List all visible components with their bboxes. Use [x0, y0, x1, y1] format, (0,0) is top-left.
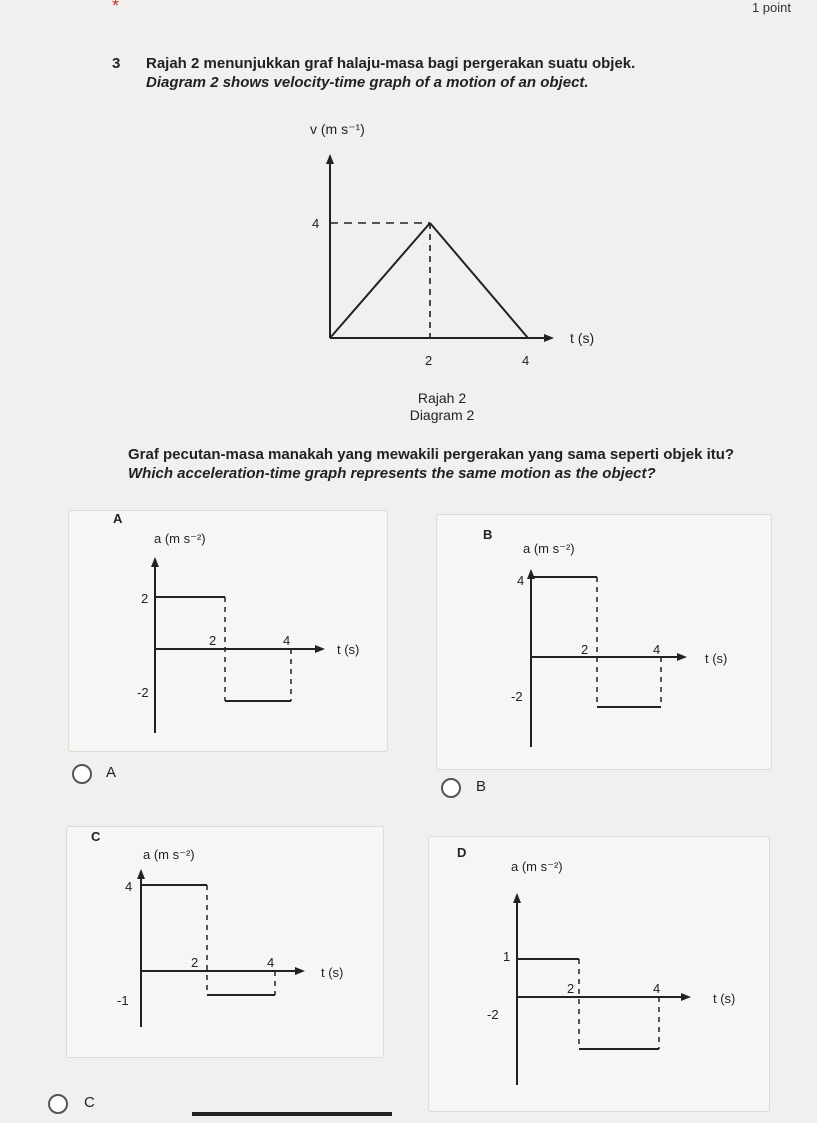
t-tick-2: 2	[425, 353, 433, 368]
v-axis-arrow	[326, 154, 334, 164]
t-tick-2: 2	[581, 642, 589, 657]
a-axis-label: a (m s⁻²)	[143, 847, 195, 862]
option-c-letter: C	[91, 829, 101, 844]
question-line-malay: Rajah 2 menunjukkan graf halaju-masa bagi pergerakan suatu objek.	[146, 55, 636, 72]
diagram-caption-english: Diagram 2	[409, 407, 475, 423]
option-b-graph	[437, 515, 771, 769]
t-tick-2: 2	[209, 633, 217, 648]
option-d-graph	[429, 837, 769, 1111]
option-d-letter: D	[457, 845, 467, 860]
t-axis-label: t (s)	[337, 642, 360, 657]
diagram-caption-malay: Rajah 2	[417, 390, 467, 406]
a-axis-arrow	[513, 893, 521, 903]
t-axis-label: t (s)	[705, 651, 728, 666]
a-axis-label: a (m s⁻²)	[523, 541, 575, 556]
v-axis-label: v (m s⁻¹)	[310, 121, 365, 137]
t-tick-2: 2	[191, 955, 199, 970]
required-mark: *	[112, 0, 120, 16]
t-axis-label: t (s)	[713, 991, 736, 1006]
question-number: 3	[112, 55, 121, 72]
bottom-rule	[192, 1112, 392, 1116]
v-tick-4: 4	[312, 216, 320, 231]
option-c-image	[66, 826, 384, 1058]
negative-tick: -2	[137, 685, 149, 700]
negative-tick: -2	[487, 1007, 499, 1022]
t-axis-label: t (s)	[321, 965, 344, 980]
option-b-image	[436, 514, 772, 770]
t-axis-arrow	[677, 653, 687, 661]
option-a-label[interactable]: A	[106, 764, 117, 781]
a-axis-arrow	[137, 869, 145, 879]
t-tick-2: 2	[567, 981, 575, 996]
negative-tick: -2	[511, 689, 523, 704]
option-a-radio[interactable]	[72, 764, 92, 784]
positive-tick: 2	[141, 591, 149, 606]
t-tick-4: 4	[267, 955, 275, 970]
a-axis-label: a (m s⁻²)	[511, 859, 563, 874]
t-tick-4: 4	[653, 642, 661, 657]
question-line-english: Diagram 2 shows velocity-time graph of a motion of an object.	[146, 74, 589, 91]
positive-tick: 4	[125, 879, 133, 894]
option-c-radio[interactable]	[48, 1094, 68, 1114]
positive-tick: 1	[503, 949, 511, 964]
option-a-graph	[69, 511, 387, 751]
option-a-image	[68, 510, 388, 752]
negative-tick: -1	[117, 993, 129, 1008]
option-a-letter: A	[113, 511, 123, 526]
question-prompt-english: Which acceleration-time graph represents the same motion as the object?	[128, 465, 656, 482]
velocity-rise-line	[330, 223, 430, 338]
a-axis-arrow	[151, 557, 159, 567]
option-b-label[interactable]: B	[476, 778, 487, 795]
t-tick-4: 4	[283, 633, 291, 648]
t-axis-label: t (s)	[570, 330, 595, 346]
a-axis-label: a (m s⁻²)	[154, 531, 206, 546]
t-axis-arrow	[681, 993, 691, 1001]
option-c-label[interactable]: C	[84, 1094, 95, 1111]
option-b-radio[interactable]	[441, 778, 461, 798]
t-axis-arrow	[315, 645, 325, 653]
option-b-letter: B	[483, 527, 493, 542]
option-d-image	[428, 836, 770, 1112]
t-axis-arrow	[295, 967, 305, 975]
points-label: 1 point	[751, 0, 791, 15]
question-prompt-malay: Graf pecutan-masa manakah yang mewakili pergerakan yang sama seperti objek itu?	[128, 446, 735, 463]
option-c-graph	[67, 827, 383, 1057]
t-axis-arrow	[544, 334, 554, 342]
positive-tick: 4	[517, 573, 525, 588]
t-tick-4: 4	[522, 353, 530, 368]
velocity-time-graph	[280, 110, 620, 390]
velocity-fall-line	[430, 223, 528, 338]
t-tick-4: 4	[653, 981, 661, 996]
